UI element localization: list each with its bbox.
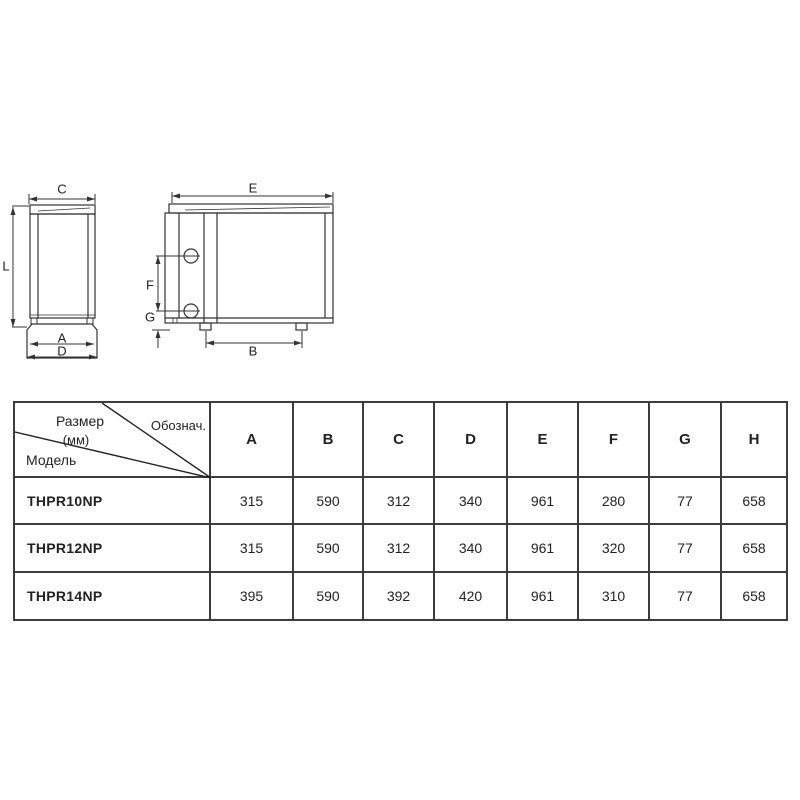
model-cell: THPR10NP [15, 478, 211, 525]
col-header-h: H [722, 403, 786, 478]
col-header-d: D [435, 403, 508, 478]
value-cell: 312 [364, 525, 435, 573]
col-header-a: A [211, 403, 294, 478]
dim-label-l: L [2, 258, 10, 274]
table-corner-cell [15, 403, 211, 478]
value-cell: 77 [650, 573, 722, 619]
col-header-c: C [364, 403, 435, 478]
value-cell: 315 [211, 525, 294, 573]
model-label: Модель [26, 452, 77, 468]
dim-label-d: D [57, 343, 67, 359]
value-cell: 392 [364, 573, 435, 619]
value-cell: 315 [211, 478, 294, 525]
value-cell: 658 [722, 478, 786, 525]
front-view [152, 192, 333, 348]
value-cell: 961 [508, 525, 579, 573]
dim-label-b: B [248, 343, 258, 359]
value-cell: 590 [294, 478, 364, 525]
dim-label-e: E [248, 180, 258, 196]
dimensions-table [13, 401, 788, 621]
value-cell: 77 [650, 478, 722, 525]
col-header-e: E [508, 403, 579, 478]
model-cell: THPR14NP [15, 573, 211, 619]
value-cell: 590 [294, 525, 364, 573]
dim-label-f: F [146, 277, 154, 293]
col-header-g: G [650, 403, 722, 478]
value-cell: 590 [294, 573, 364, 619]
value-cell: 310 [579, 573, 650, 619]
value-cell: 420 [435, 573, 508, 619]
value-cell: 961 [508, 573, 579, 619]
size-label: Размер [55, 413, 105, 429]
model-cell: THPR12NP [15, 525, 211, 573]
col-header-b: B [294, 403, 364, 478]
value-cell: 312 [364, 478, 435, 525]
designation-label: Обознач. [150, 418, 206, 433]
value-cell: 961 [508, 478, 579, 525]
value-cell: 395 [211, 573, 294, 619]
col-header-f: F [579, 403, 650, 478]
dim-label-a: A [57, 330, 67, 346]
dim-label-c: C [57, 181, 67, 197]
value-cell: 320 [579, 525, 650, 573]
value-cell: 340 [435, 525, 508, 573]
value-cell: 658 [722, 525, 786, 573]
value-cell: 77 [650, 525, 722, 573]
value-cell: 658 [742, 588, 766, 604]
dim-label-g: G [144, 309, 156, 325]
side-view [11, 194, 98, 360]
value-cell: 280 [579, 478, 650, 525]
value-cell: 340 [435, 478, 508, 525]
size-unit-label: (мм) [62, 432, 90, 448]
